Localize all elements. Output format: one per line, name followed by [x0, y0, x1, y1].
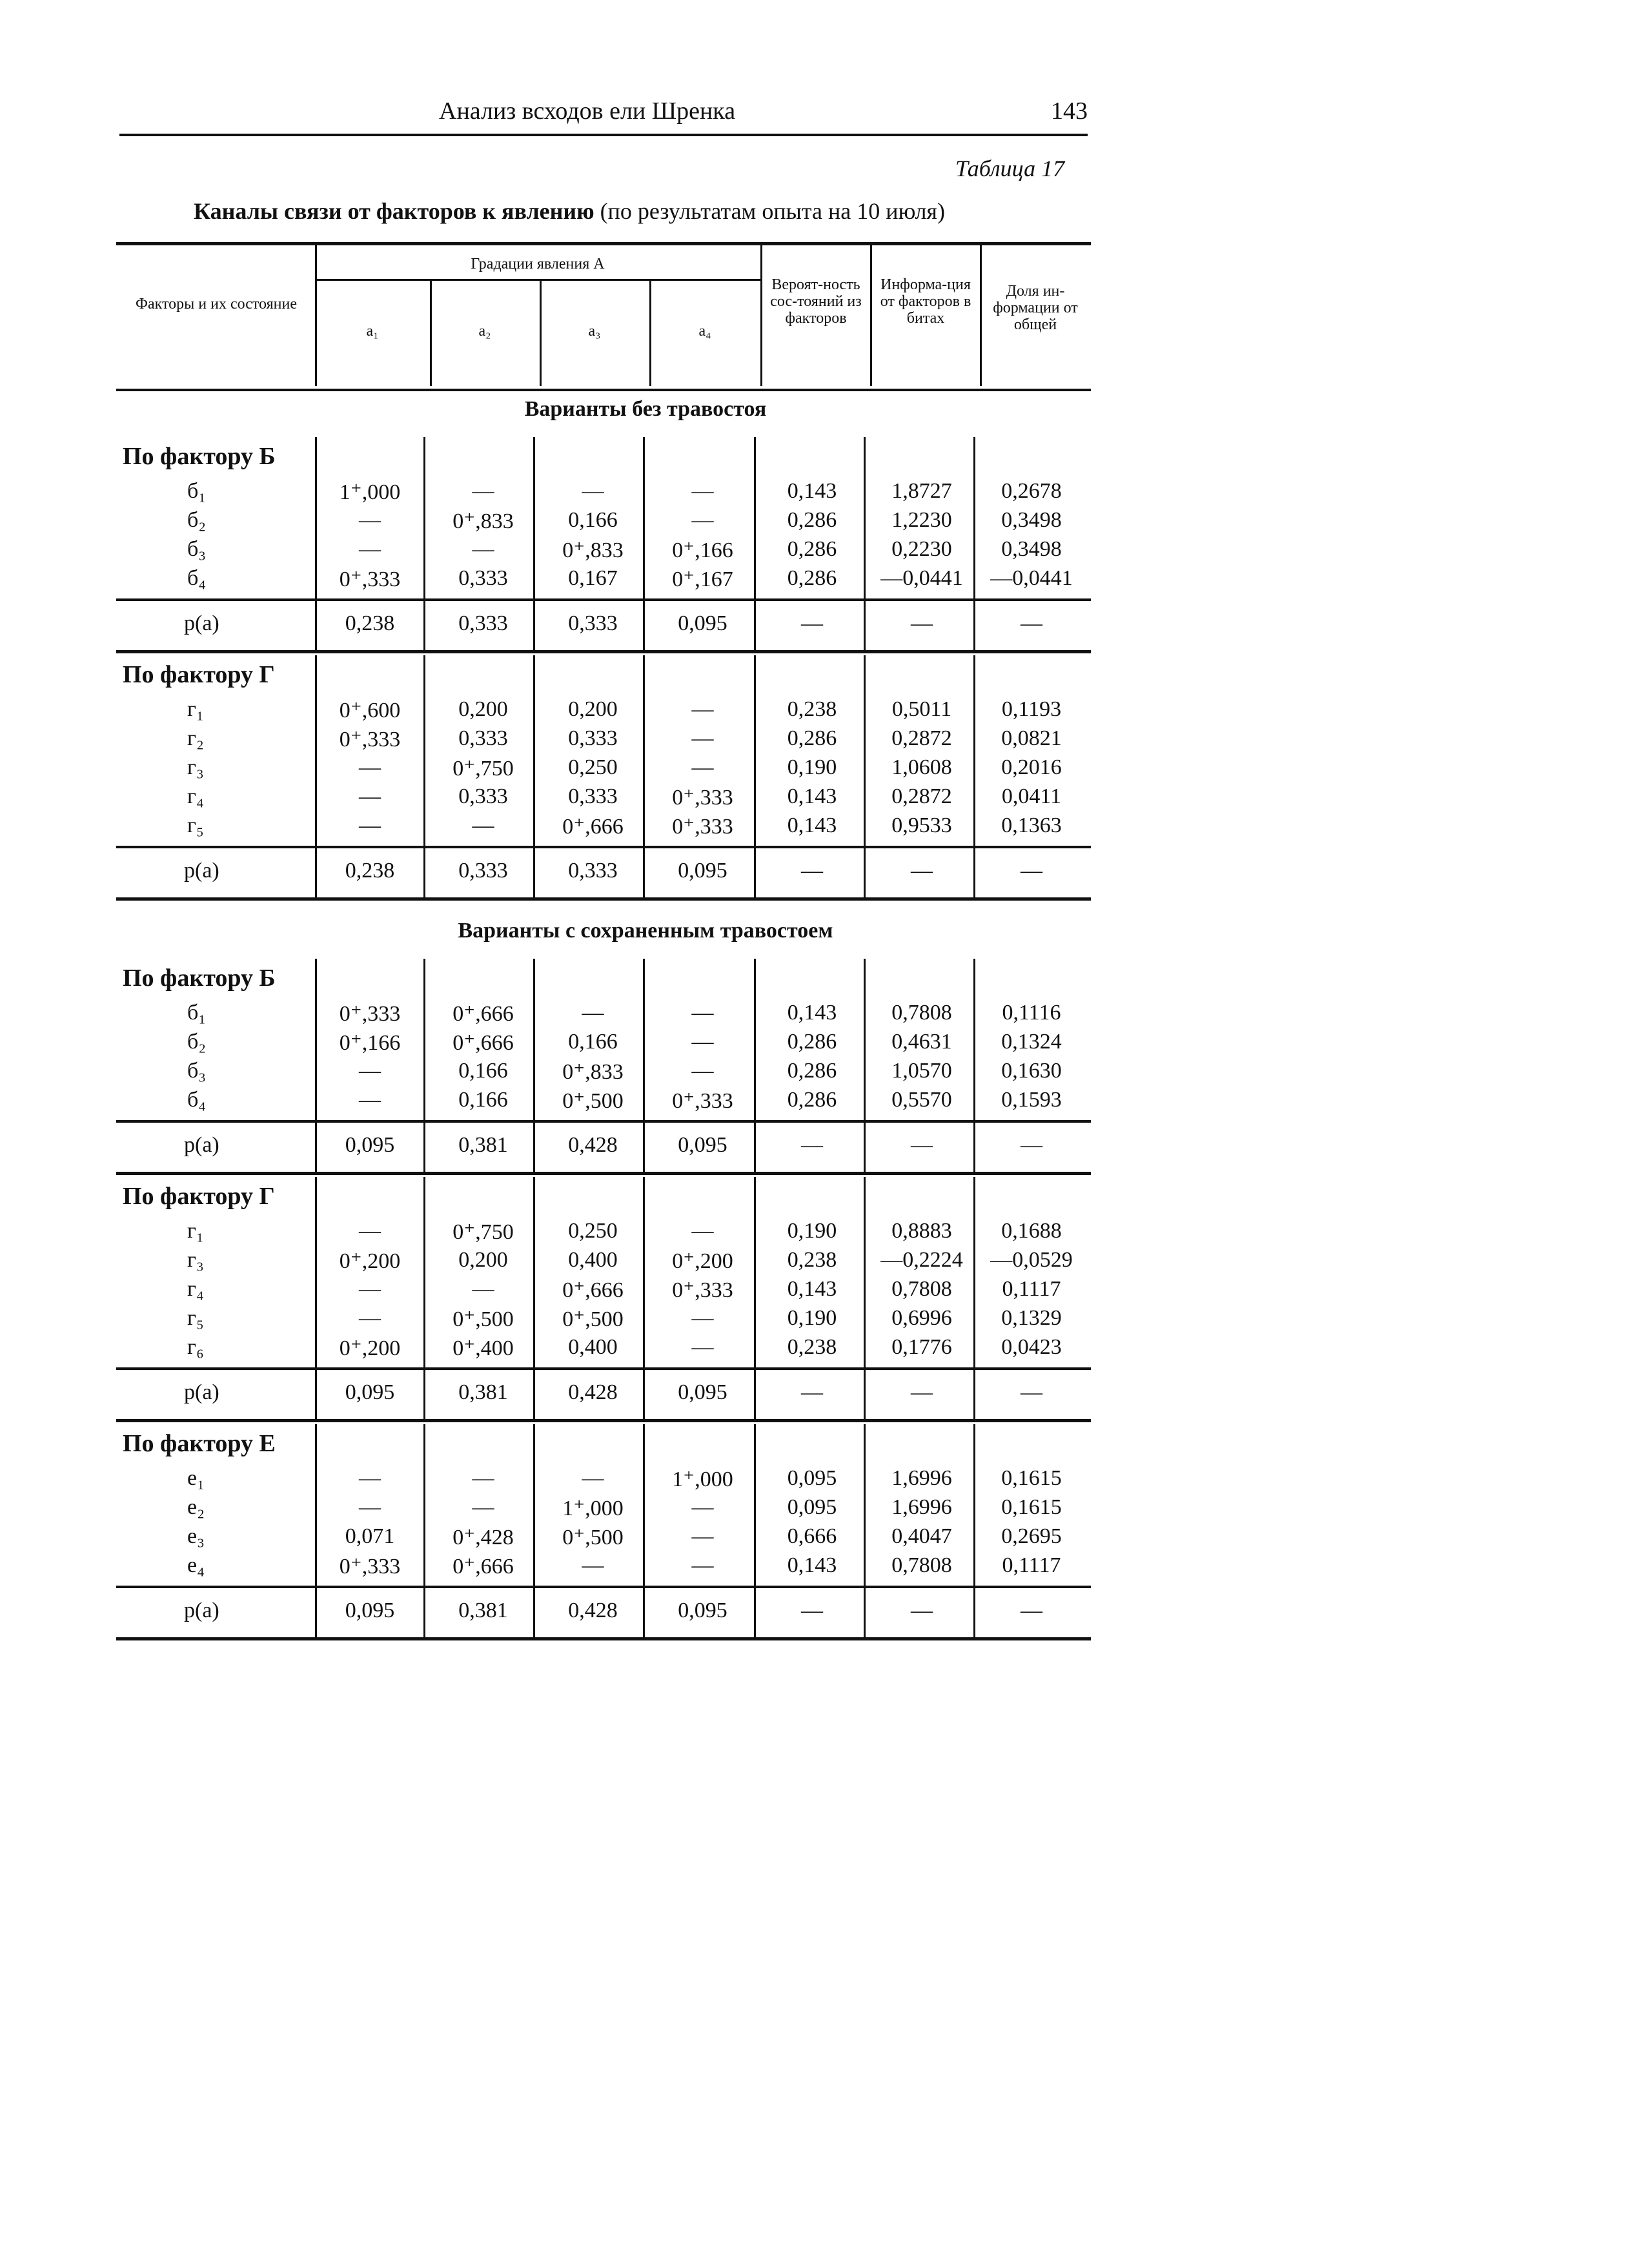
header-factors: Факторы и их состояние: [136, 296, 297, 312]
cell-a1: —: [359, 1495, 381, 1519]
cell-a4: —: [691, 1553, 714, 1577]
cell-s: 0,1324: [1001, 1030, 1062, 1054]
cell-s: 0,1117: [1002, 1277, 1061, 1301]
row-label: б₃: [187, 1059, 207, 1083]
cell-a1: 0⁺,200: [339, 1336, 401, 1360]
header-a3: a₃: [588, 323, 601, 340]
row-label: б₄: [187, 566, 207, 590]
row-label: г₄: [187, 784, 204, 808]
column-rule: [864, 437, 866, 598]
column-rule: [973, 846, 975, 897]
cell-i: 0,2230: [891, 537, 952, 561]
cell-a2: 0,333: [458, 784, 508, 808]
pa-label: p(a): [184, 1133, 219, 1157]
cell-a4: 0⁺,200: [672, 1249, 733, 1273]
pa-cell-i: —: [911, 1599, 933, 1622]
pa-cell-a1: 0,238: [345, 611, 395, 635]
cell-a3: 0,200: [568, 697, 618, 721]
cell-a4: —: [691, 1001, 714, 1025]
cell-p: 0,143: [787, 784, 837, 808]
cell-i: 0,8883: [891, 1219, 952, 1243]
cell-p: 0,190: [787, 1306, 837, 1330]
cell-a4: —: [691, 1335, 714, 1359]
cell-i: 0,4631: [891, 1030, 952, 1054]
cell-a3: —: [582, 1553, 604, 1577]
row-label: г₃: [187, 755, 204, 779]
section-title: Варианты с сохраненным травостоем: [458, 919, 833, 943]
cell-a2: 0⁺,428: [452, 1526, 514, 1549]
cell-s: 0,3498: [1001, 537, 1062, 561]
cell-a1: 0⁺,333: [339, 728, 401, 751]
cell-a1: —: [359, 1466, 381, 1490]
pa-cell-a1: 0,095: [345, 1599, 395, 1622]
cell-a3: 0,250: [568, 1219, 618, 1243]
rule-line: [116, 598, 1091, 601]
cell-s: —0,0529: [990, 1248, 1073, 1272]
pa-cell-a4: 0,095: [678, 1133, 727, 1157]
pa-cell-p: —: [801, 1380, 823, 1404]
cell-a2: —: [472, 1466, 494, 1490]
rule-line: [116, 1172, 1091, 1175]
cell-a4: —: [691, 1524, 714, 1548]
column-rule: [973, 1586, 975, 1637]
rule-line: [116, 897, 1091, 901]
row-label: г₁: [187, 697, 204, 721]
column-rule: [864, 959, 866, 1120]
cell-p: 0,286: [787, 537, 837, 561]
column-rule: [973, 959, 975, 1120]
row-label: б₁: [187, 479, 207, 503]
pa-label: p(a): [184, 1380, 219, 1404]
pa-cell-a3: 0,333: [568, 859, 618, 883]
cell-s: 0,1630: [1001, 1059, 1062, 1083]
cell-a1: —: [359, 755, 381, 779]
cell-a2: —: [472, 1277, 494, 1301]
rule-line: [116, 650, 1091, 653]
column-rule: [864, 655, 866, 846]
cell-p: 0,095: [787, 1466, 837, 1490]
cell-a2: 0⁺,666: [452, 1555, 514, 1578]
cell-a4: —: [691, 1030, 714, 1054]
pa-cell-a3: 0,428: [568, 1380, 618, 1404]
rule-line: [116, 1120, 1091, 1123]
cell-i: 1,2230: [891, 508, 952, 532]
cell-p: 0,143: [787, 1001, 837, 1025]
pa-cell-a2: 0,381: [458, 1380, 508, 1404]
cell-s: 0,2695: [1001, 1524, 1062, 1548]
pa-cell-s: —: [1021, 1133, 1042, 1157]
cell-a4: 0⁺,333: [672, 1278, 733, 1302]
header-gradations: Градации явления А: [471, 256, 605, 272]
cell-a3: —: [582, 1001, 604, 1025]
pa-cell-s: —: [1021, 859, 1042, 883]
cell-p: 0,286: [787, 566, 837, 590]
cell-s: 0,1363: [1001, 813, 1062, 837]
cell-i: 1,8727: [891, 479, 952, 503]
cell-a2: 0,166: [458, 1059, 508, 1083]
cell-i: 0,9533: [891, 813, 952, 837]
row-label: е₁: [187, 1466, 205, 1490]
pa-cell-i: —: [911, 1133, 933, 1157]
column-rule: [973, 1367, 975, 1419]
group-title: По фактору Е: [123, 1430, 276, 1457]
cell-a4: —: [691, 1219, 714, 1243]
cell-a4: —: [691, 1059, 714, 1083]
pa-cell-s: —: [1021, 611, 1042, 635]
group-title: По фактору Г: [123, 661, 275, 688]
row-label: г₆: [187, 1335, 204, 1359]
cell-a1: —: [359, 1306, 381, 1330]
pa-cell-p: —: [801, 1599, 823, 1622]
cell-p: 0,095: [787, 1495, 837, 1519]
pa-cell-a2: 0,381: [458, 1599, 508, 1622]
table-label: Таблица 17: [955, 156, 1065, 181]
cell-s: 0,2016: [1001, 755, 1062, 779]
pa-cell-a1: 0,238: [345, 859, 395, 883]
pa-cell-a2: 0,381: [458, 1133, 508, 1157]
cell-a2: 0,200: [458, 1248, 508, 1272]
cell-a4: 0⁺,166: [672, 538, 733, 562]
cell-i: —0,2224: [880, 1248, 963, 1272]
cell-a4: 0⁺,333: [672, 815, 733, 839]
cell-i: 0,5011: [891, 697, 952, 721]
pa-label: p(a): [184, 1599, 219, 1622]
cell-a1: —: [359, 784, 381, 808]
pa-cell-a4: 0,095: [678, 611, 727, 635]
cell-s: 0,0821: [1001, 726, 1062, 750]
rule-line: [116, 1367, 1091, 1370]
cell-p: 0,286: [787, 1059, 837, 1083]
pa-cell-a1: 0,095: [345, 1380, 395, 1404]
pa-cell-a2: 0,333: [458, 859, 508, 883]
rule-line: [116, 1419, 1091, 1422]
table-caption: [194, 198, 945, 225]
pa-cell-i: —: [911, 611, 933, 635]
row-label: б₂: [187, 508, 207, 532]
cell-a4: —: [691, 508, 714, 532]
cell-p: 0,143: [787, 1277, 837, 1301]
cell-a1: —: [359, 537, 381, 561]
row-label: г₂: [187, 726, 204, 750]
column-rule: [864, 1120, 866, 1172]
cell-a3: 0,166: [568, 1030, 618, 1054]
row-label: е₃: [187, 1524, 205, 1548]
cell-i: 1,0608: [891, 755, 952, 779]
column-rule: [973, 655, 975, 846]
header-a1: a₁: [366, 323, 379, 340]
cell-p: 0,190: [787, 1219, 837, 1243]
pa-cell-p: —: [801, 859, 823, 883]
cell-a1: 0⁺,166: [339, 1031, 401, 1055]
column-rule: [973, 1177, 975, 1367]
cell-a4: 0⁺,333: [672, 1089, 733, 1113]
cell-s: 0,0423: [1001, 1335, 1062, 1359]
cell-p: 0,286: [787, 1088, 837, 1112]
cell-a2: —: [472, 1495, 494, 1519]
cell-s: 0,0411: [1001, 784, 1062, 808]
cell-a2: 0⁺,750: [452, 1220, 514, 1244]
row-label: г₁: [187, 1219, 204, 1243]
cell-a1: —: [359, 813, 381, 837]
cell-a3: 0⁺,500: [562, 1526, 624, 1549]
caption-rest: (по результатам опыта на 10 июля): [600, 198, 945, 224]
pa-cell-a1: 0,095: [345, 1133, 395, 1157]
cell-i: 0,4047: [891, 1524, 952, 1548]
cell-a2: 0⁺,500: [452, 1307, 514, 1331]
header-a4: a₄: [698, 323, 711, 340]
cell-a2: 0⁺,666: [452, 1002, 514, 1026]
header-share: Доля ин-формации от общей: [993, 283, 1078, 333]
cell-p: 0,286: [787, 726, 837, 750]
header-a2: a₂: [478, 323, 491, 340]
row-label: е₄: [187, 1553, 205, 1577]
rule-line: [116, 1637, 1091, 1640]
cell-a1: 0⁺,333: [339, 1002, 401, 1026]
cell-a1: —: [359, 508, 381, 532]
header-probability: Вероят-ность сос-тояний из факторов: [770, 276, 862, 327]
cell-a4: —: [691, 1495, 714, 1519]
column-rule: [864, 1424, 866, 1586]
pa-cell-i: —: [911, 1380, 933, 1404]
cell-a2: —: [472, 537, 494, 561]
header-information: Информа-ция от факторов в битах: [880, 276, 971, 327]
cell-p: 0,143: [787, 1553, 837, 1577]
cell-a1: 0⁺,333: [339, 567, 401, 591]
cell-p: 0,286: [787, 508, 837, 532]
cell-a3: —: [582, 1466, 604, 1490]
column-rule: [973, 1120, 975, 1172]
pa-cell-a3: 0,333: [568, 611, 618, 635]
cell-a3: 0⁺,833: [562, 1060, 624, 1084]
cell-p: 0,286: [787, 1030, 837, 1054]
cell-a2: 0⁺,833: [452, 509, 514, 533]
cell-a2: 0,333: [458, 566, 508, 590]
cell-a3: 1⁺,000: [562, 1497, 624, 1520]
row-label: г₅: [187, 813, 204, 837]
cell-a1: —: [359, 1088, 381, 1112]
cell-p: 0,143: [787, 479, 837, 503]
cell-s: 0,3498: [1001, 508, 1062, 532]
cell-s: 0,1193: [1001, 697, 1062, 721]
cell-a1: 0,071: [345, 1524, 395, 1548]
cell-s: 0,1329: [1001, 1306, 1062, 1330]
cell-a3: 0,333: [568, 784, 618, 808]
cell-a1: 0⁺,200: [339, 1249, 401, 1273]
cell-a3: 0⁺,500: [562, 1089, 624, 1113]
cell-a3: 0⁺,833: [562, 538, 624, 562]
cell-i: —0,0441: [880, 566, 963, 590]
column-rule: [973, 1424, 975, 1586]
group-title: По фактору Б: [123, 443, 276, 470]
page-number: 143: [1051, 97, 1088, 125]
column-rule: [864, 1586, 866, 1637]
cell-p: 0,238: [787, 1248, 837, 1272]
cell-i: 1,0570: [891, 1059, 952, 1083]
cell-a3: 0⁺,666: [562, 815, 624, 839]
rule-line: [116, 846, 1091, 848]
caption-bold: Каналы связи от факторов к явлению: [194, 198, 594, 224]
group-title: По фактору Б: [123, 965, 276, 992]
row-label: г₄: [187, 1277, 204, 1301]
rule-line: [116, 1586, 1091, 1588]
cell-s: 0,1117: [1002, 1553, 1061, 1577]
cell-a4: —: [691, 479, 714, 503]
column-rule: [973, 598, 975, 650]
column-rule: [864, 598, 866, 650]
pa-cell-s: —: [1021, 1599, 1042, 1622]
cell-a2: 0,166: [458, 1088, 508, 1112]
cell-a3: 0,400: [568, 1335, 618, 1359]
cell-a3: 0,250: [568, 755, 618, 779]
cell-a1: —: [359, 1219, 381, 1243]
cell-p: 0,238: [787, 697, 837, 721]
cell-a2: 0⁺,750: [452, 757, 514, 781]
cell-a4: —: [691, 755, 714, 779]
row-label: г₃: [187, 1248, 204, 1272]
cell-s: 0,1615: [1001, 1495, 1062, 1519]
cell-i: 1,6996: [891, 1466, 952, 1490]
cell-p: 0,190: [787, 755, 837, 779]
row-label: б₁: [187, 1001, 207, 1025]
pa-cell-a4: 0,095: [678, 1599, 727, 1622]
pa-cell-p: —: [801, 1133, 823, 1157]
cell-i: 0,7808: [891, 1277, 952, 1301]
row-label: б₂: [187, 1030, 207, 1054]
cell-a4: 1⁺,000: [672, 1467, 733, 1491]
column-rule: [864, 846, 866, 897]
cell-a3: 0,167: [568, 566, 618, 590]
pa-label: p(a): [184, 611, 219, 635]
row-label: б₃: [187, 537, 207, 561]
cell-s: 0,1116: [1002, 1001, 1061, 1025]
column-rule: [864, 1367, 866, 1419]
running-header: [119, 94, 1088, 136]
cell-a3: 0⁺,666: [562, 1278, 624, 1302]
cell-a3: 0,166: [568, 508, 618, 532]
row-label: е₂: [187, 1495, 205, 1519]
pa-cell-i: —: [911, 859, 933, 883]
cell-a4: —: [691, 726, 714, 750]
cell-a1: —: [359, 1277, 381, 1301]
cell-a4: 0⁺,333: [672, 786, 733, 810]
cell-i: 0,7808: [891, 1001, 952, 1025]
cell-s: 0,2678: [1001, 479, 1062, 503]
cell-a2: 0⁺,666: [452, 1031, 514, 1055]
group-title: По фактору Г: [123, 1183, 275, 1210]
cell-a4: —: [691, 697, 714, 721]
pa-cell-a4: 0,095: [678, 859, 727, 883]
pa-cell-s: —: [1021, 1380, 1042, 1404]
cell-i: 0,2872: [891, 784, 952, 808]
cell-s: —0,0441: [990, 566, 1073, 590]
cell-i: 0,1776: [891, 1335, 952, 1359]
cell-a1: 1⁺,000: [339, 480, 401, 504]
cell-a3: —: [582, 479, 604, 503]
cell-a1: —: [359, 1059, 381, 1083]
cell-a2: 0,333: [458, 726, 508, 750]
table-header: [116, 242, 1091, 391]
row-label: б₄: [187, 1088, 207, 1112]
section-title: Варианты без травостоя: [524, 397, 767, 421]
cell-a1: 0⁺,600: [339, 699, 401, 722]
cell-p: 0,143: [787, 813, 837, 837]
cell-a1: 0⁺,333: [339, 1555, 401, 1578]
running-title: Анализ всходов ели Шренка: [439, 97, 736, 125]
pa-label: p(a): [184, 859, 219, 883]
cell-a3: 0⁺,500: [562, 1307, 624, 1331]
cell-p: 0,666: [787, 1524, 837, 1548]
cell-a2: 0,200: [458, 697, 508, 721]
cell-i: 1,6996: [891, 1495, 952, 1519]
pa-cell-a4: 0,095: [678, 1380, 727, 1404]
cell-s: 0,1688: [1001, 1219, 1062, 1243]
cell-a2: —: [472, 813, 494, 837]
row-label: г₅: [187, 1306, 204, 1330]
cell-a4: —: [691, 1306, 714, 1330]
cell-i: 0,6996: [891, 1306, 952, 1330]
cell-i: 0,5570: [891, 1088, 952, 1112]
cell-s: 0,1593: [1001, 1088, 1062, 1112]
pa-cell-p: —: [801, 611, 823, 635]
cell-a3: 0,400: [568, 1248, 618, 1272]
cell-p: 0,238: [787, 1335, 837, 1359]
cell-a3: 0,333: [568, 726, 618, 750]
cell-a4: 0⁺,167: [672, 567, 733, 591]
cell-a2: 0⁺,400: [452, 1336, 514, 1360]
pa-cell-a2: 0,333: [458, 611, 508, 635]
cell-s: 0,1615: [1001, 1466, 1062, 1490]
column-rule: [864, 1177, 866, 1367]
column-rule: [973, 437, 975, 598]
cell-i: 0,2872: [891, 726, 952, 750]
pa-cell-a3: 0,428: [568, 1599, 618, 1622]
pa-cell-a3: 0,428: [568, 1133, 618, 1157]
cell-i: 0,7808: [891, 1553, 952, 1577]
cell-a2: —: [472, 479, 494, 503]
